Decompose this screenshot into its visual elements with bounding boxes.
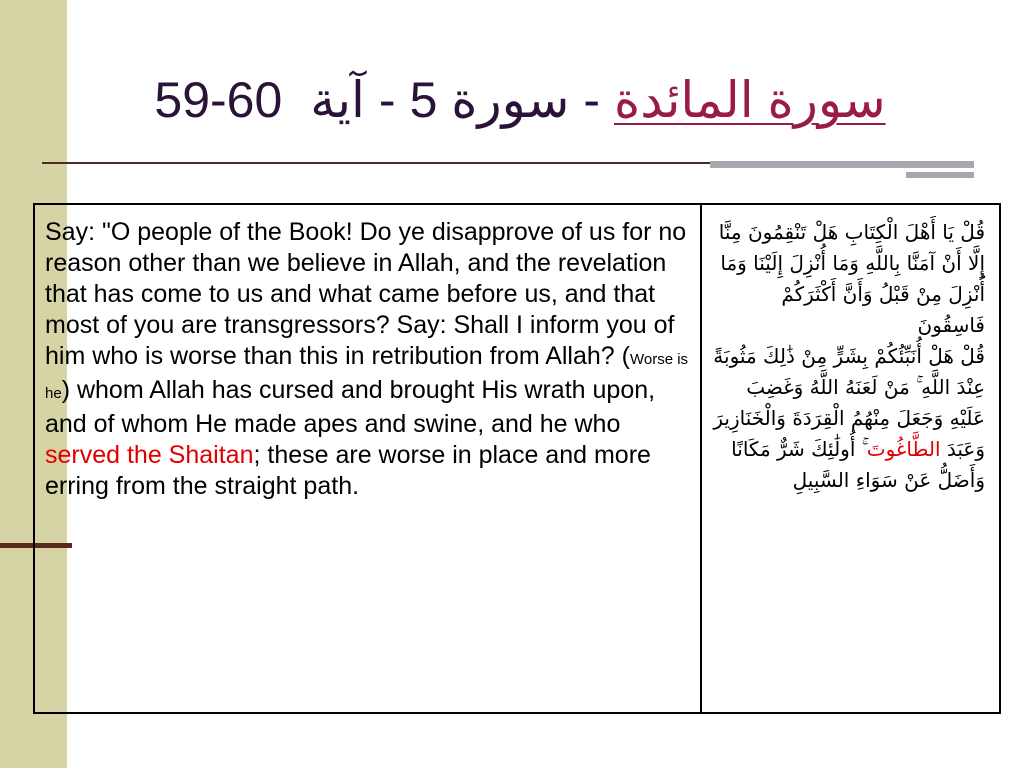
english-text-part3: ; these are worse in place and more erring from the straight path. [45, 441, 651, 500]
title-divider-accent [710, 161, 974, 168]
title-dash: - [378, 72, 396, 128]
english-small-note: Worse is he [45, 351, 689, 402]
sura-number-label: سورة 5 [409, 72, 570, 128]
english-translation-cell [35, 205, 702, 712]
arabic-verse-59: قُلْ يَا أَهْلَ الْكِتَابِ هَلْ تَنْقِمُونَ مِنَّا إِلَّا أَنْ آمَنَّا بِاللَّهِ وَمَا أُنْزِلَ إِلَيْنَا وَمَا أُنْزِلَ مِنْ قَبْلُ وَأَنَّ أَكْثَرَكُمْ فَاسِقُونَ [718, 220, 985, 337]
arabic-verse-60-part2: ۚ أُولَٰئِكَ شَرٌّ مَكَانًا وَأَضَلُّ عَنْ سَوَاءِ السَّبِيلِ [731, 437, 985, 492]
title-dash-2: - [583, 72, 600, 128]
title-divider-accent-2 [906, 172, 974, 178]
english-text-part2: ) whom Allah has cursed and brought His wrath upon, and of whom He made apes and swine, and he who [45, 376, 656, 438]
arabic-verse-cell [702, 205, 999, 712]
ayah-label: آية [310, 72, 365, 128]
english-text-part1: Say: "O people of the Book! Do ye disapprove of us for no reason other than we believe in Allah, and the revelation that has come to us and what came before us, and that most of you are transgressors? Say: Shall I inform you of him who is worse than this in retribution from Allah? ( [45, 218, 687, 370]
verse-table [33, 203, 1001, 714]
arabic-highlight: الطَّاغُوتَ [866, 437, 941, 461]
slide-title [130, 60, 910, 140]
english-highlight: served the Shaitan [45, 441, 254, 469]
ayah-range: 59-60 [154, 72, 283, 128]
sura-name-link[interactable]: سورة المائدة [614, 72, 886, 128]
arabic-verse-60-part1: قُلْ هَلْ أُنَبِّئُكُمْ بِشَرٍّ مِنْ ذَٰلِكَ مَثُوبَةً عِنْدَ اللَّهِ ۚ مَنْ لَعَنَهُ اللَّهُ وَغَضِبَ عَلَيْهِ وَجَعَلَ مِنْهُمُ الْقِرَدَةَ وَالْخَنَازِيرَ وَعَبَدَ [713, 344, 985, 461]
